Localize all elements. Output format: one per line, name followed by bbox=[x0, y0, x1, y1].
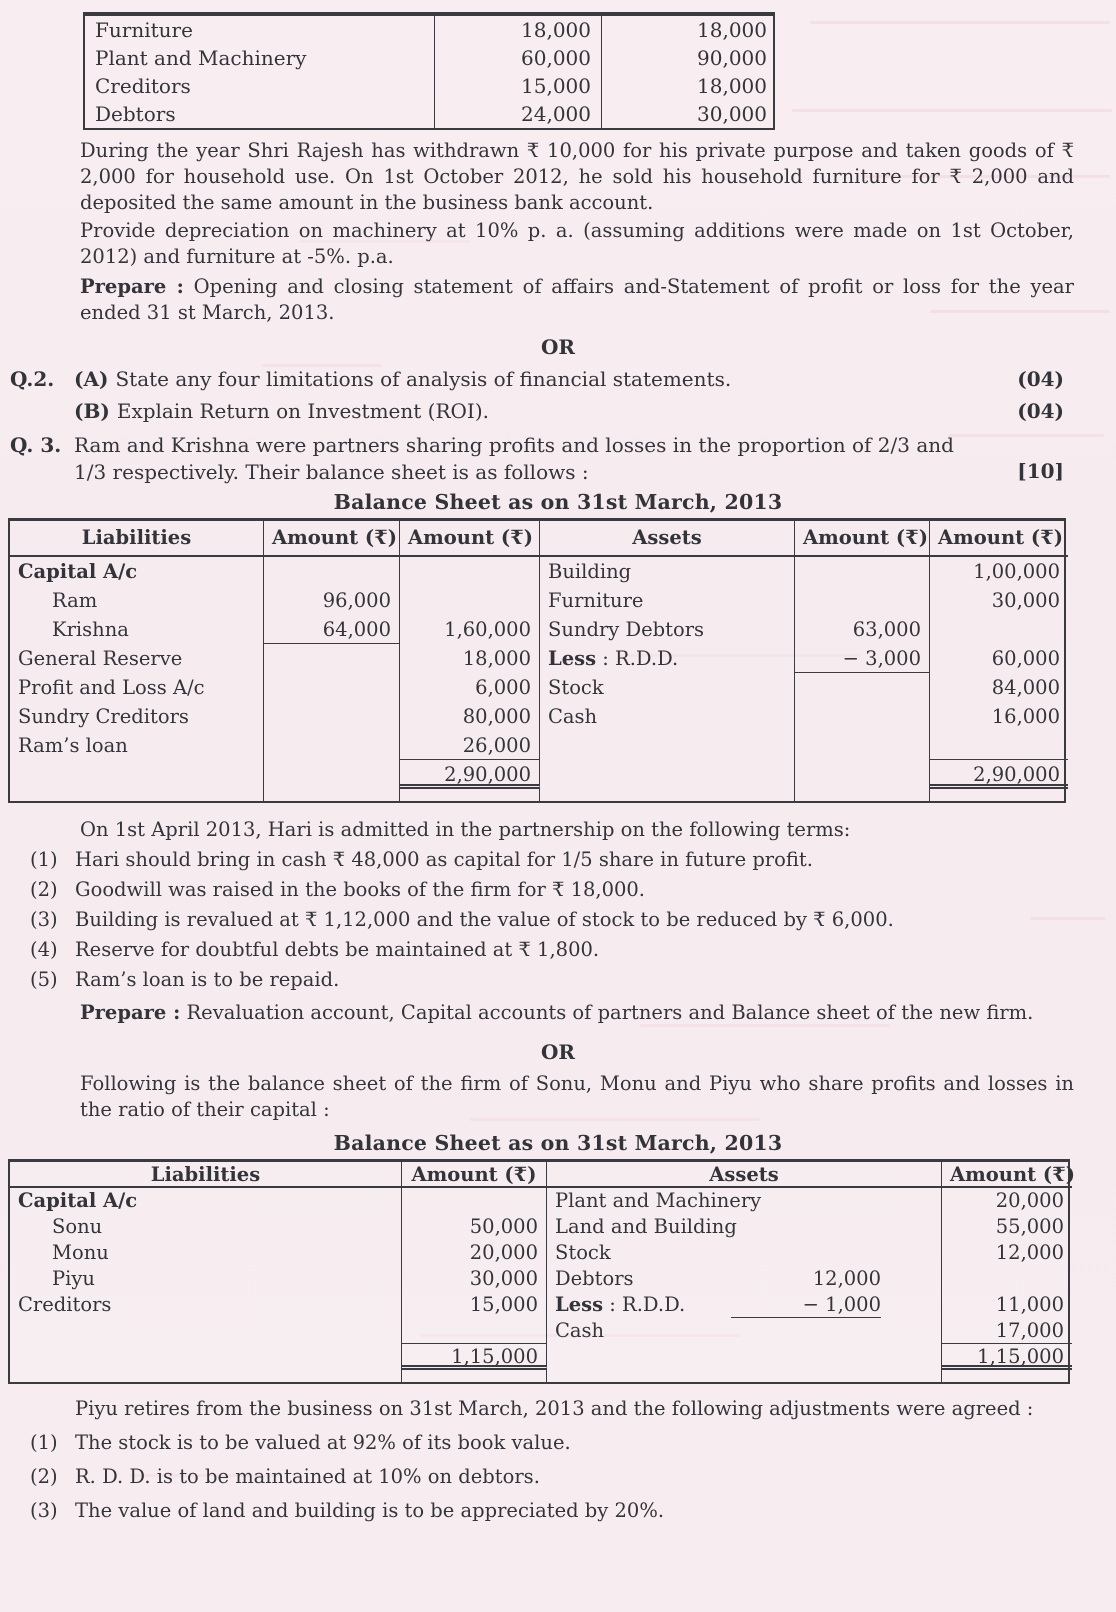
table-cell bbox=[10, 1370, 402, 1382]
prepare-label: Prepare : bbox=[80, 275, 184, 298]
table-cell bbox=[264, 644, 400, 673]
table-cell: Capital A/c bbox=[10, 557, 264, 586]
table-cell bbox=[942, 1370, 1072, 1382]
table-cell bbox=[400, 789, 540, 801]
table-cell: Capital A/c bbox=[10, 1188, 402, 1214]
table-cell: Furniture bbox=[85, 16, 435, 44]
table-cell: Cash bbox=[540, 702, 795, 731]
column-header: Amount (₹) bbox=[930, 521, 1068, 557]
prepare-text: Opening and closing statement of affairs and-Statement of profit or loss for the year ended 31 st March, 2013. bbox=[80, 275, 1074, 324]
table-cell: 18,000 bbox=[400, 644, 540, 673]
paragraph-withdrawals: During the year Shri Rajesh has withdrawn ₹ 10,000 for his private purpose and taken goods of ₹ 2,000 for household use. On 1st October 2012, he sold his household furniture for ₹ 2,000 and deposited the same amount in the business bank account. bbox=[80, 139, 1074, 214]
less-label: Less bbox=[548, 647, 597, 670]
table-cell bbox=[795, 760, 930, 789]
balance-sheet-1-table bbox=[8, 518, 1066, 803]
table-cell: 18,000 bbox=[697, 18, 767, 42]
marks-badge: [10] bbox=[1017, 459, 1064, 483]
list-item bbox=[30, 1464, 1074, 1490]
item-number: (3) bbox=[30, 1499, 58, 1522]
less-rest: : R.D.D. bbox=[596, 647, 679, 670]
list-item bbox=[30, 877, 1074, 903]
table-cell: Creditors bbox=[10, 1292, 402, 1318]
table-cell bbox=[795, 789, 930, 801]
table-cell bbox=[547, 1266, 942, 1292]
table-cell: Krishna bbox=[10, 615, 264, 644]
table-cell bbox=[402, 1188, 547, 1214]
table-cell: 30,000 bbox=[402, 1266, 547, 1292]
item-number: (5) bbox=[30, 968, 58, 991]
table-cell: Debtors bbox=[85, 100, 435, 128]
table-cell: 17,000 bbox=[942, 1318, 1072, 1344]
list-item bbox=[30, 847, 1074, 873]
table-cell: 20,000 bbox=[995, 1189, 1064, 1212]
question-text: State any four limitations of analysis of financial statements. bbox=[115, 367, 732, 391]
table-cell bbox=[540, 644, 795, 673]
less-label: Less bbox=[555, 1293, 604, 1316]
column-header: Assets bbox=[540, 521, 795, 557]
question-text: Explain Return on Investment (ROI). bbox=[116, 399, 489, 423]
table-cell: Monu bbox=[10, 1240, 402, 1266]
column-header: Liabilities bbox=[10, 521, 264, 557]
sub-amount: − 1,000 bbox=[731, 1292, 881, 1318]
table-cell: 84,000 bbox=[991, 676, 1060, 699]
table-cell bbox=[930, 615, 1068, 644]
prepare-text: Revaluation account, Capital accounts of partners and Balance sheet of the new firm. bbox=[180, 1001, 1034, 1024]
sonu-intro: Following is the balance sheet of the firm of Sonu, Monu and Piyu who share profits and losses in the ratio of their capital : bbox=[80, 1072, 1074, 1121]
table-cell: Creditors bbox=[85, 72, 435, 100]
table-cell: 80,000 bbox=[400, 702, 540, 731]
column-header: Liabilities bbox=[10, 1162, 402, 1188]
table-cell: 96,000 bbox=[264, 586, 400, 615]
item-number: (2) bbox=[30, 1465, 58, 1488]
table-cell bbox=[547, 1292, 942, 1318]
table-cell: 16,000 bbox=[991, 705, 1060, 728]
table-cell: 60,000 bbox=[435, 44, 602, 72]
column-header: Assets bbox=[547, 1162, 942, 1188]
question-3 bbox=[10, 432, 1064, 486]
item-text: Goodwill was raised in the books of the firm for ₹ 18,000. bbox=[75, 878, 646, 901]
table-cell bbox=[795, 586, 930, 615]
asset-label: Debtors bbox=[555, 1267, 634, 1290]
table-cell: 90,000 bbox=[697, 46, 767, 70]
prepare-label: Prepare : bbox=[80, 1001, 181, 1024]
table-cell bbox=[402, 1370, 547, 1382]
table-cell: Profit and Loss A/c bbox=[10, 673, 264, 702]
item-text: Building is revalued at ₹ 1,12,000 and the value of stock to be reduced by ₹ 6,000. bbox=[75, 908, 894, 931]
paragraph-prepare-2 bbox=[80, 1000, 1074, 1026]
table-cell bbox=[400, 557, 540, 586]
table-cell: 20,000 bbox=[402, 1240, 547, 1266]
table-cell: 50,000 bbox=[402, 1214, 547, 1240]
table-cell bbox=[264, 557, 400, 586]
balance-sheet-1-title: Balance Sheet as on 31st March, 2013 bbox=[333, 490, 783, 514]
item-text: Ram’s loan is to be repaid. bbox=[75, 968, 340, 991]
item-number: (3) bbox=[30, 908, 58, 931]
table-cell bbox=[547, 1344, 942, 1370]
table-cell: 30,000 bbox=[697, 102, 767, 126]
item-number: (1) bbox=[30, 1431, 58, 1454]
table-cell: 15,000 bbox=[402, 1292, 547, 1318]
table-cell: 30,000 bbox=[991, 589, 1060, 612]
table-cell bbox=[10, 1318, 402, 1344]
table-cell: 18,000 bbox=[435, 16, 602, 44]
opening-closing-table bbox=[83, 12, 775, 130]
item-text: The stock is to be valued at 92% of its book value. bbox=[75, 1431, 571, 1454]
total-cell: 2,90,000 bbox=[930, 760, 1068, 789]
table-cell: Cash bbox=[547, 1318, 942, 1344]
table-cell bbox=[547, 1370, 942, 1382]
list-item bbox=[30, 1430, 1074, 1456]
balance-sheet-2-title: Balance Sheet as on 31st March, 2013 bbox=[333, 1131, 783, 1155]
table-cell bbox=[10, 1344, 402, 1370]
item-text: Hari should bring in cash ₹ 48,000 as capital for 1/5 share in future profit. bbox=[75, 848, 813, 871]
table-cell bbox=[402, 1318, 547, 1344]
question-number: Q.2. bbox=[10, 367, 55, 391]
total-cell: 1,15,000 bbox=[942, 1344, 1072, 1370]
table-cell: 15,000 bbox=[435, 72, 602, 100]
question-2a bbox=[10, 366, 1064, 393]
table-cell bbox=[10, 760, 264, 789]
exam-page bbox=[0, 12, 1116, 1524]
table-cell: Plant and Machinery bbox=[547, 1188, 942, 1214]
column-header: Amount (₹) bbox=[942, 1162, 1072, 1188]
table-cell bbox=[795, 731, 930, 760]
table-cell bbox=[540, 731, 795, 760]
table-cell: − 3,000 bbox=[795, 644, 930, 673]
item-text: R. D. D. is to be maintained at 10% on debtors. bbox=[75, 1465, 540, 1488]
table-cell bbox=[264, 789, 400, 801]
table-cell: Sundry Creditors bbox=[10, 702, 264, 731]
table-cell: Ram’s loan bbox=[10, 731, 264, 760]
subquestion-label: (A) bbox=[74, 367, 109, 391]
table-cell: Sonu bbox=[10, 1214, 402, 1240]
table-cell: 64,000 bbox=[264, 615, 400, 644]
sub-amount: 12,000 bbox=[812, 1267, 881, 1290]
table-cell: 60,000 bbox=[991, 647, 1060, 670]
marks-badge: (04) bbox=[1017, 399, 1064, 423]
table-cell bbox=[795, 557, 930, 586]
table-cell: Building bbox=[540, 557, 795, 586]
table-cell: Land and Building bbox=[547, 1214, 942, 1240]
column-header: Amount (₹) bbox=[264, 521, 400, 557]
table-cell: 55,000 bbox=[995, 1215, 1064, 1238]
column-header: Amount (₹) bbox=[402, 1162, 547, 1188]
table-cell: General Reserve bbox=[10, 644, 264, 673]
table-cell bbox=[930, 789, 1068, 801]
table-cell: Stock bbox=[547, 1240, 942, 1266]
item-text: Reserve for doubtful debts be maintained at ₹ 1,800. bbox=[75, 938, 600, 961]
item-number: (1) bbox=[30, 848, 58, 871]
table-cell: Stock bbox=[540, 673, 795, 702]
marks-badge: (04) bbox=[1017, 367, 1064, 391]
total-cell: 1,15,000 bbox=[402, 1344, 547, 1370]
table-cell: 12,000 bbox=[995, 1241, 1064, 1264]
question-number: Q. 3. bbox=[10, 433, 62, 457]
table-cell bbox=[10, 789, 264, 801]
paragraph-depreciation: Provide depreciation on machinery at 10% p. a. (assuming additions were made on 1st October, 2012) and furniture at -5%. p.a. bbox=[80, 219, 1074, 268]
total-cell: 2,90,000 bbox=[400, 760, 540, 789]
table-cell: Sundry Debtors bbox=[540, 615, 795, 644]
less-rest: : R.D.D. bbox=[603, 1293, 686, 1316]
list-item bbox=[30, 1498, 1074, 1524]
table-cell bbox=[264, 702, 400, 731]
table-cell: 1,60,000 bbox=[400, 615, 540, 644]
hari-intro: On 1st April 2013, Hari is admitted in the partnership on the following terms: bbox=[80, 818, 851, 841]
column-header: Amount (₹) bbox=[400, 521, 540, 557]
or-divider-2: OR bbox=[540, 1040, 576, 1064]
table-cell bbox=[540, 760, 795, 789]
item-number: (2) bbox=[30, 878, 58, 901]
asset-label bbox=[555, 1292, 685, 1318]
table-cell: Plant and Machinery bbox=[85, 44, 435, 72]
question-2b bbox=[10, 398, 1064, 425]
table-cell: 18,000 bbox=[697, 74, 767, 98]
item-text: The value of land and building is to be appreciated by 20%. bbox=[75, 1499, 665, 1522]
table-cell: Furniture bbox=[540, 586, 795, 615]
table-cell bbox=[795, 702, 930, 731]
table-cell: 63,000 bbox=[795, 615, 930, 644]
table-cell bbox=[400, 586, 540, 615]
table-cell: 6,000 bbox=[400, 673, 540, 702]
table-cell bbox=[264, 673, 400, 702]
table-cell: 1,00,000 bbox=[973, 560, 1060, 583]
table-cell: Piyu bbox=[10, 1266, 402, 1292]
table-cell bbox=[795, 673, 930, 702]
list-item bbox=[30, 967, 1074, 993]
table-cell: 24,000 bbox=[435, 100, 602, 128]
table-cell: 11,000 bbox=[995, 1293, 1064, 1316]
table-cell: Ram bbox=[10, 586, 264, 615]
table-cell bbox=[942, 1266, 1072, 1292]
table-cell bbox=[930, 731, 1068, 760]
balance-sheet-2-table bbox=[8, 1159, 1075, 1384]
list-item bbox=[30, 907, 1074, 933]
table-cell: 26,000 bbox=[400, 731, 540, 760]
list-item bbox=[30, 937, 1074, 963]
subquestion-label: (B) bbox=[74, 399, 110, 423]
table-cell bbox=[540, 789, 795, 801]
paragraph-prepare-1 bbox=[80, 274, 1074, 326]
table-cell bbox=[264, 760, 400, 789]
or-divider-1: OR bbox=[540, 335, 576, 359]
table-cell bbox=[264, 731, 400, 760]
column-header: Amount (₹) bbox=[795, 521, 930, 557]
item-number: (4) bbox=[30, 938, 58, 961]
piyu-intro: Piyu retires from the business on 31st March, 2013 and the following adjustments were agreed : bbox=[75, 1397, 1034, 1420]
question-text: Ram and Krishna were partners sharing profits and losses in the proportion of 2/3 and 1/3 respectively. Their balance sheet is as follows : bbox=[74, 433, 954, 484]
